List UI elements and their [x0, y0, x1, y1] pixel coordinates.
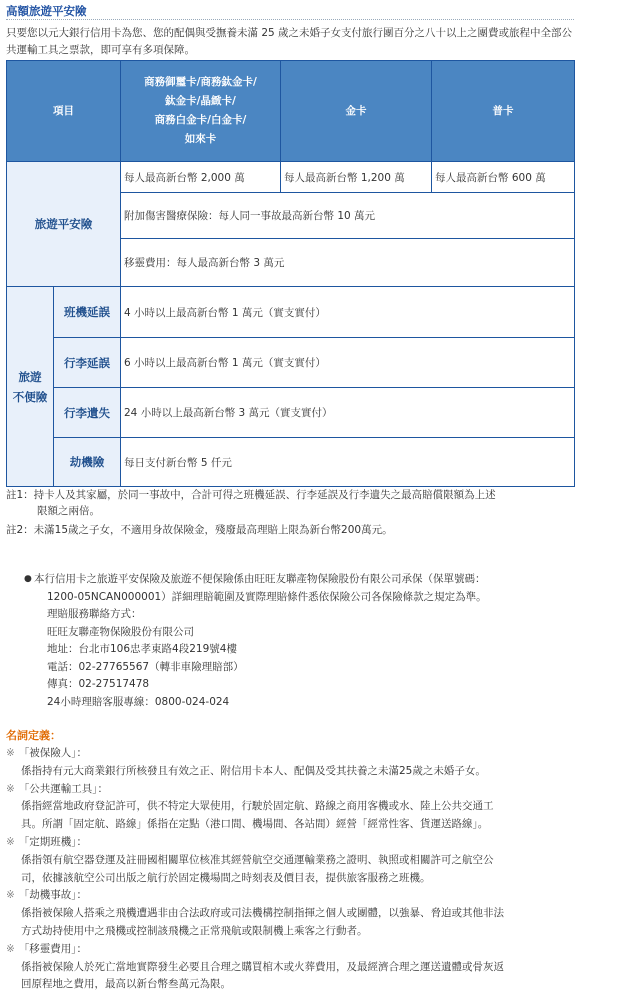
hijack-label: 劫機險 [54, 438, 121, 487]
definition-item: ※ 「定期班機」： 係指領有航空器登運及註冊國相關單位核准其經營航空交通運輸業務之證明、執照或相關許可之航空公 司，依據該航空公司出版之航行於固定機場間之時刻表及價目表，提供旅客服務之班機。 [6, 835, 494, 884]
header-classic-card: 普卡 [432, 61, 575, 162]
baggage-loss-value: 24 小時以上最高新台幣 3 萬元（實支實付） [121, 388, 575, 438]
gold-card-coverage: 每人最高新台幣 1,200 萬 [281, 162, 432, 193]
header-premium-cards: 商務御璽卡/商務鈦金卡/ 鈦金卡/晶緻卡/ 商務白金卡/白金卡/ 如來卡 [121, 61, 281, 162]
note-1: 註1：持卡人及其家屬，於同一事故中，合計可得之班機延誤、行李延誤及行李遺失之最高賠償限額為上述 限額之兩倍。 [6, 489, 496, 517]
flight-delay-value: 4 小時以上最高新台幣 1 萬元（實支實付） [121, 287, 575, 338]
reference-mark-icon: ※ [6, 782, 15, 795]
insurer-info: ● 本行信用卡之旅遊平安保險及旅遊不便保險係由旺旺友聯產物保險股份有限公司承保（保單號碼： 1200-05NCAN000001）詳細理賠範圍及實際理賠條件悉依保險公司各保險條款之規定為準。 理賠服務聯絡方式： 旺旺友聯產物保險股份有限公司 地址：台北市106忠孝東路4段219號4樓 電話：02-27765567（轉非車險理賠部） 傳真：02-27517478 24小時理賠客服專線：0800-024-024 [24, 573, 487, 708]
baggage-delay-value: 6 小時以上最高新台幣 1 萬元（實支實付） [121, 338, 575, 388]
baggage-loss-label: 行李遺失 [54, 388, 121, 438]
repatriation-coverage: 移靈費用：每人最高新台幣 3 萬元 [121, 239, 575, 287]
definition-item: ※ 「劫機事故」： 係指被保險人搭乘之飛機遭遇非由合法政府或司法機構控制指揮之個人或團體，以強暴、脅迫或其他非法 方式劫持使用中之飛機或控制該飛機之正常飛航或限制機上乘客之行動者。 [6, 889, 504, 937]
classic-card-coverage: 每人最高新台幣 600 萬 [432, 162, 575, 193]
hijack-value: 每日支付新台幣 5 仟元 [121, 438, 575, 487]
intro-text: 只要您以元大銀行信用卡為您、您的配偶與受撫養未滿 25 歲之未婚子女支付旅行團百分之八十以上之團費或旅程中全部公共運輸工具之票款，即可享有多項保障。 [6, 27, 573, 56]
definitions-list [6, 745, 574, 994]
reference-mark-icon: ※ [6, 747, 15, 759]
definition-item: ※ 「移靈費用」： 係指被保險人於死亡當地實際發生必要且合理之購買棺木或火葬費用，及最經濟合理之運送遺體或骨灰返 回原程地之費用，最高以新台幣叁萬元為限。 [6, 942, 504, 991]
page-title: 高額旅遊平安險 [6, 4, 87, 18]
medical-coverage: 附加傷害醫療保險：每人同一事故最高新台幣 10 萬元 [121, 193, 575, 239]
flight-delay-label: 班機延誤 [54, 287, 121, 338]
header-gold-card: 金卡 [281, 61, 432, 162]
baggage-delay-label: 行李延誤 [54, 338, 121, 388]
note-2: 註2：未滿15歲之子女，不適用身故保險金，殘廢最高理賠上限為新台幣200萬元。 [6, 524, 393, 536]
title-divider [6, 19, 574, 20]
bullet-icon: ● [24, 574, 32, 584]
reference-mark-icon: ※ [6, 889, 15, 902]
travel-accident-label: 旅遊平安險 [7, 162, 121, 287]
premium-card-coverage: 每人最高新台幣 2,000 萬 [121, 162, 281, 193]
definition-item: ※ 「被保險人」： 係指持有元大商業銀行所核發且有效之正、附信用卡本人、配偶及受其扶養之未滿25歲之未婚子女。 [6, 747, 486, 777]
header-item: 項目 [7, 61, 121, 162]
definition-item: ※ 「公共運輸工具」： 係指經當地政府登記許可，供不特定大眾使用，行駛於固定航、路線之商用客機或水、陸上公共交通工 具。所謂「固定航、路線」係指在定點（港口間、機場間、各站間）經營「經常性客、貨運送路線」。 [6, 782, 494, 831]
reference-mark-icon: ※ [6, 835, 15, 848]
coverage-table [6, 60, 575, 487]
inconvenience-label: 旅遊 不便險 [7, 287, 54, 487]
reference-mark-icon: ※ [6, 942, 15, 955]
definitions-title: 名詞定義： [6, 729, 61, 742]
